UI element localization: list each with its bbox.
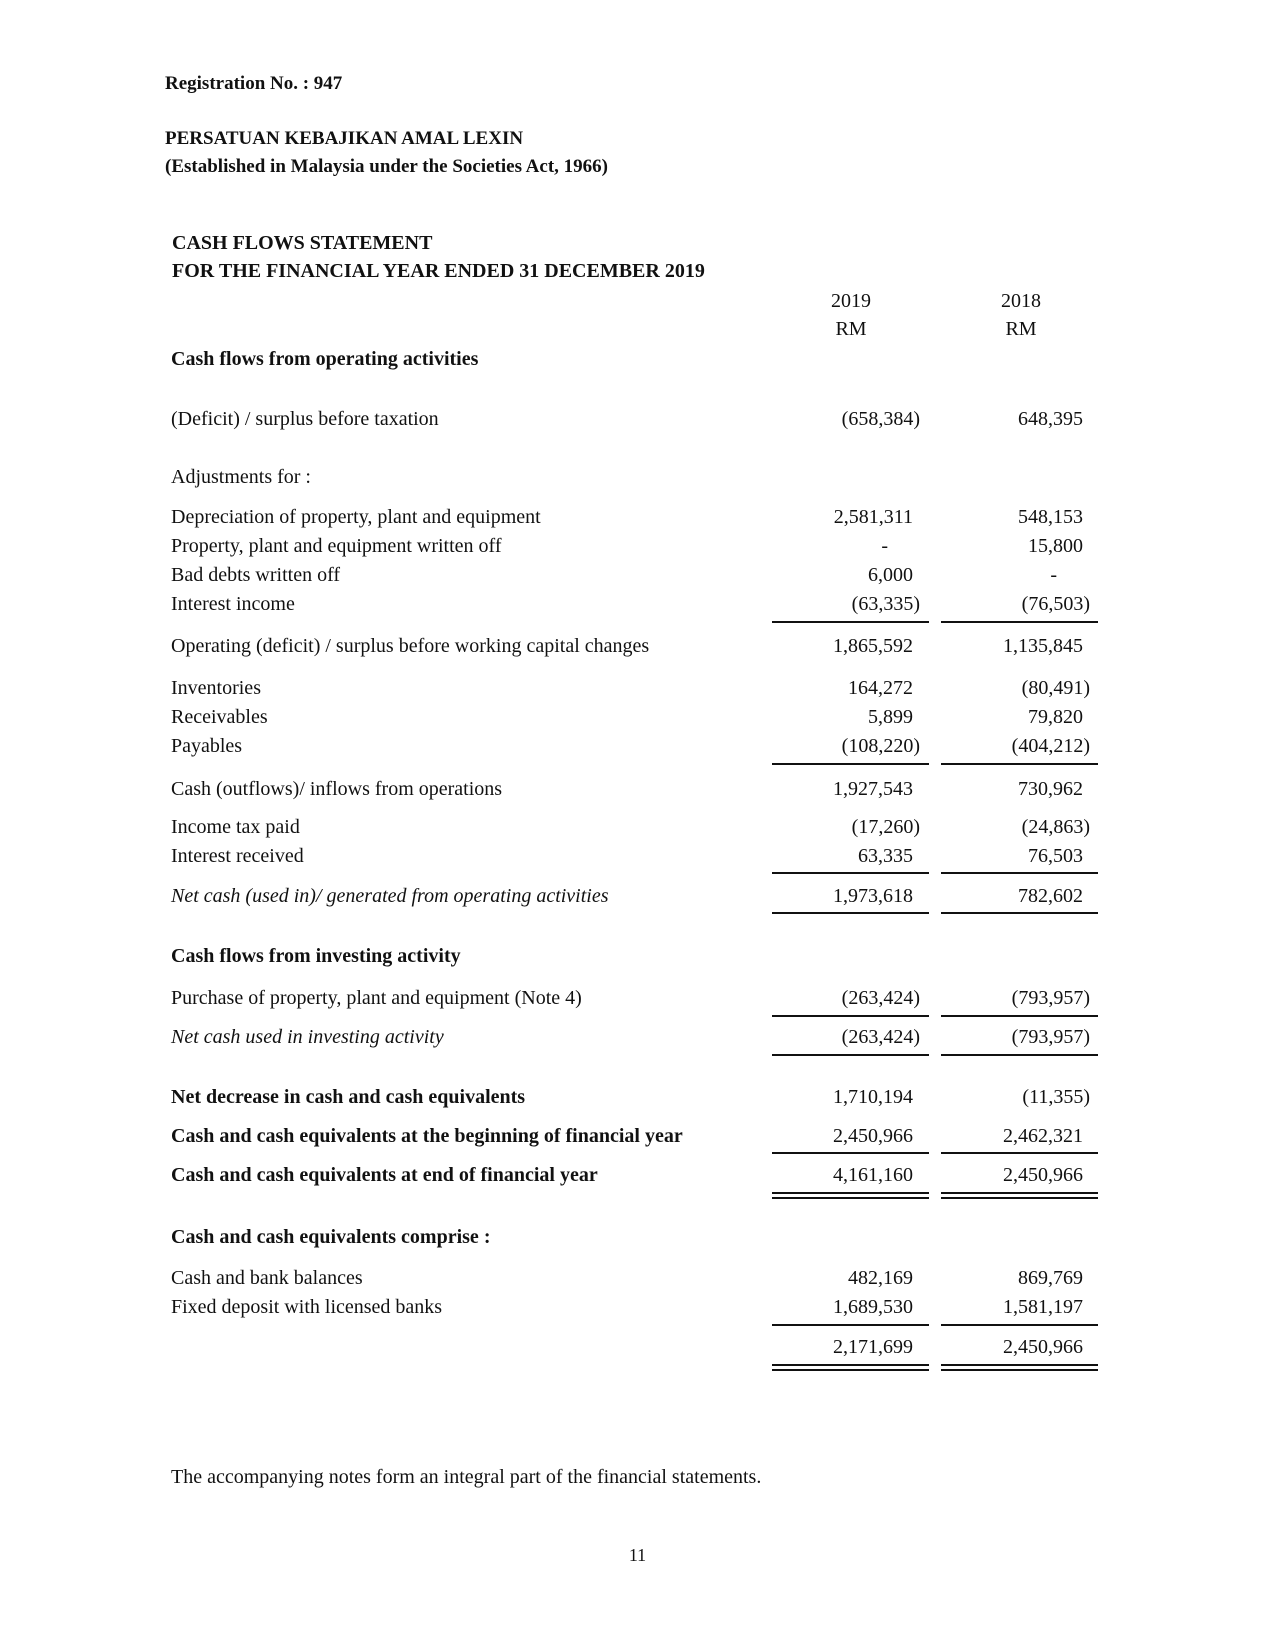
total-rule-2018 [941, 1054, 1098, 1056]
value-2019: (263,424) [841, 1026, 920, 1048]
subtotal-rule-2019 [772, 872, 929, 874]
column-2018-year: 2018 [1001, 290, 1041, 312]
double-rule-2019-top [772, 1364, 929, 1366]
subtotal-rule-2018 [941, 621, 1098, 623]
value-2018: (11,355) [1022, 1086, 1090, 1108]
bad-debts-row [0, 564, 1275, 590]
value-2019: 1,927,543 [833, 778, 913, 800]
subtotal-rule-2018 [941, 1015, 1098, 1017]
value-2018: 1,135,845 [1003, 635, 1083, 657]
value-2018: (76,503) [1021, 593, 1090, 615]
double-rule-2018-bottom [941, 1369, 1098, 1371]
value-2018: (80,491) [1021, 677, 1090, 699]
value-2018: 548,153 [1018, 506, 1083, 528]
ppe-written-off-row [0, 535, 1275, 561]
value-2018: 79,820 [1028, 706, 1083, 728]
row-label: Receivables [171, 706, 268, 728]
organisation-name: PERSATUAN KEBAJIKAN AMAL LEXIN [165, 128, 524, 149]
value-2019: (63,335) [851, 593, 920, 615]
cash-from-ops-row [0, 778, 1275, 804]
value-2019: 164,272 [848, 677, 913, 699]
value-2018: (793,957) [1011, 1026, 1090, 1048]
value-2019: 5,899 [868, 706, 913, 728]
row-label: Cash (outflows)/ inflows from operations [171, 778, 503, 800]
value-2018: 782,602 [1018, 885, 1083, 907]
value-2019: 1,710,194 [833, 1086, 913, 1108]
row-label: Operating (deficit) / surplus before working capital changes [171, 635, 650, 657]
fixed-deposit-row [0, 1296, 1275, 1322]
interest-income-row [0, 593, 1275, 619]
subtotal-rule-2019 [772, 763, 929, 765]
subtotal-rule-2019 [772, 1152, 929, 1154]
row-label: Interest received [171, 845, 304, 867]
registration-number: Registration No. : 947 [165, 73, 343, 94]
row-label: (Deficit) / surplus before taxation [171, 408, 439, 430]
value-2019: 4,161,160 [833, 1164, 913, 1186]
adjustments-row [0, 466, 1275, 492]
receivables-row [0, 706, 1275, 732]
value-2018: 15,800 [1028, 535, 1083, 557]
double-rule-2018-top [941, 1192, 1098, 1194]
row-label: Property, plant and equipment written off [171, 535, 502, 557]
subtotal-rule-2018 [941, 1324, 1098, 1326]
net-cash-investing-row [0, 1026, 1275, 1052]
net-decrease-row [0, 1086, 1275, 1112]
section-heading: Cash and cash equivalents comprise : [171, 1226, 491, 1248]
value-2018: 1,581,197 [1003, 1296, 1083, 1318]
value-2019: 2,171,699 [833, 1336, 913, 1358]
value-2019: (17,260) [851, 816, 920, 838]
subtotal-rule-2019 [772, 1324, 929, 1326]
value-2018: (793,957) [1011, 987, 1090, 1009]
row-label: Payables [171, 735, 243, 757]
income-tax-row [0, 816, 1275, 842]
investing-activity-heading [0, 945, 1275, 971]
double-rule-2019-top [772, 1192, 929, 1194]
statement-title: CASH FLOWS STATEMENT [172, 232, 433, 254]
row-label: Depreciation of property, plant and equipment [171, 506, 541, 528]
value-2018: (24,863) [1021, 816, 1090, 838]
value-2019: 1,973,618 [833, 885, 913, 907]
value-2019: (658,384) [841, 408, 920, 430]
double-rule-2018-bottom [941, 1197, 1098, 1199]
value-2019: 2,450,966 [833, 1125, 913, 1147]
value-2019: 482,169 [848, 1267, 913, 1289]
value-2019: 1,865,592 [833, 635, 913, 657]
double-rule-2019-bottom [772, 1369, 929, 1371]
total-rule-2018 [941, 912, 1098, 914]
subtotal-rule-2018 [941, 872, 1098, 874]
row-label: Net decrease in cash and cash equivalents [171, 1086, 526, 1108]
value-2018: 2,462,321 [1003, 1125, 1083, 1147]
comprise-heading [0, 1226, 1275, 1252]
established-note: (Established in Malaysia under the Societies Act, 1966) [165, 156, 608, 177]
value-2018: 2,450,966 [1003, 1164, 1083, 1186]
purchase-ppe-row [0, 987, 1275, 1013]
deficit-row [0, 408, 1275, 434]
net-cash-operating-row [0, 885, 1275, 911]
column-2018-unit: RM [1005, 318, 1037, 340]
row-label: Net cash (used in)/ generated from operating activities [171, 885, 609, 907]
double-rule-2019-bottom [772, 1197, 929, 1199]
value-2018: 648,395 [1018, 408, 1083, 430]
value-2018: 730,962 [1018, 778, 1083, 800]
footer-note: The accompanying notes form an integral part of the financial statements. [171, 1466, 762, 1488]
value-2019: 6,000 [868, 564, 913, 586]
subtotal-rule-2019 [772, 1015, 929, 1017]
row-label: Inventories [171, 677, 261, 699]
value-2018: (404,212) [1011, 735, 1090, 757]
section-heading: Cash flows from operating activities [171, 348, 479, 370]
row-label: Interest income [171, 593, 295, 615]
depreciation-row [0, 506, 1275, 532]
value-2018: - [1050, 564, 1057, 586]
operating-before-wc-row [0, 635, 1275, 661]
row-label: Cash and cash equivalents at end of financial year [171, 1164, 598, 1186]
comprise-total-row [0, 1336, 1275, 1362]
row-label: Income tax paid [171, 816, 300, 838]
cash-bank-row [0, 1267, 1275, 1293]
value-2019: 1,689,530 [833, 1296, 913, 1318]
value-2019: 2,581,311 [833, 506, 913, 528]
row-label: Cash and cash equivalents at the beginning of financial year [171, 1125, 683, 1147]
value-2018: 76,503 [1028, 845, 1083, 867]
cash-beginning-row [0, 1125, 1275, 1151]
column-2019-year: 2019 [831, 290, 871, 312]
total-rule-2019 [772, 1054, 929, 1056]
cash-end-row [0, 1164, 1275, 1190]
section-heading: Cash flows from investing activity [171, 945, 461, 967]
subtotal-rule-2019 [772, 621, 929, 623]
column-2019-unit: RM [835, 318, 867, 340]
value-2018: 2,450,966 [1003, 1336, 1083, 1358]
value-2019: - [881, 535, 888, 557]
statement-subtitle: FOR THE FINANCIAL YEAR ENDED 31 DECEMBER 2019 [172, 260, 705, 282]
row-label: Cash and bank balances [171, 1267, 363, 1289]
total-rule-2019 [772, 912, 929, 914]
row-label: Net cash used in investing activity [171, 1026, 444, 1048]
row-label: Fixed deposit with licensed banks [171, 1296, 443, 1318]
interest-received-row [0, 845, 1275, 871]
row-label: Purchase of property, plant and equipment (Note 4) [171, 987, 582, 1009]
double-rule-2018-top [941, 1364, 1098, 1366]
row-label: Adjustments for : [171, 466, 311, 488]
subtotal-rule-2018 [941, 1152, 1098, 1154]
value-2019: 63,335 [858, 845, 913, 867]
payables-row [0, 735, 1275, 761]
row-label: Bad debts written off [171, 564, 341, 586]
value-2019: (263,424) [841, 987, 920, 1009]
value-2019: (108,220) [841, 735, 920, 757]
value-2018: 869,769 [1018, 1267, 1083, 1289]
page-number: 11 [628, 1545, 647, 1565]
inventories-row [0, 677, 1275, 703]
subtotal-rule-2018 [941, 763, 1098, 765]
operating-activities-heading [0, 348, 1275, 374]
